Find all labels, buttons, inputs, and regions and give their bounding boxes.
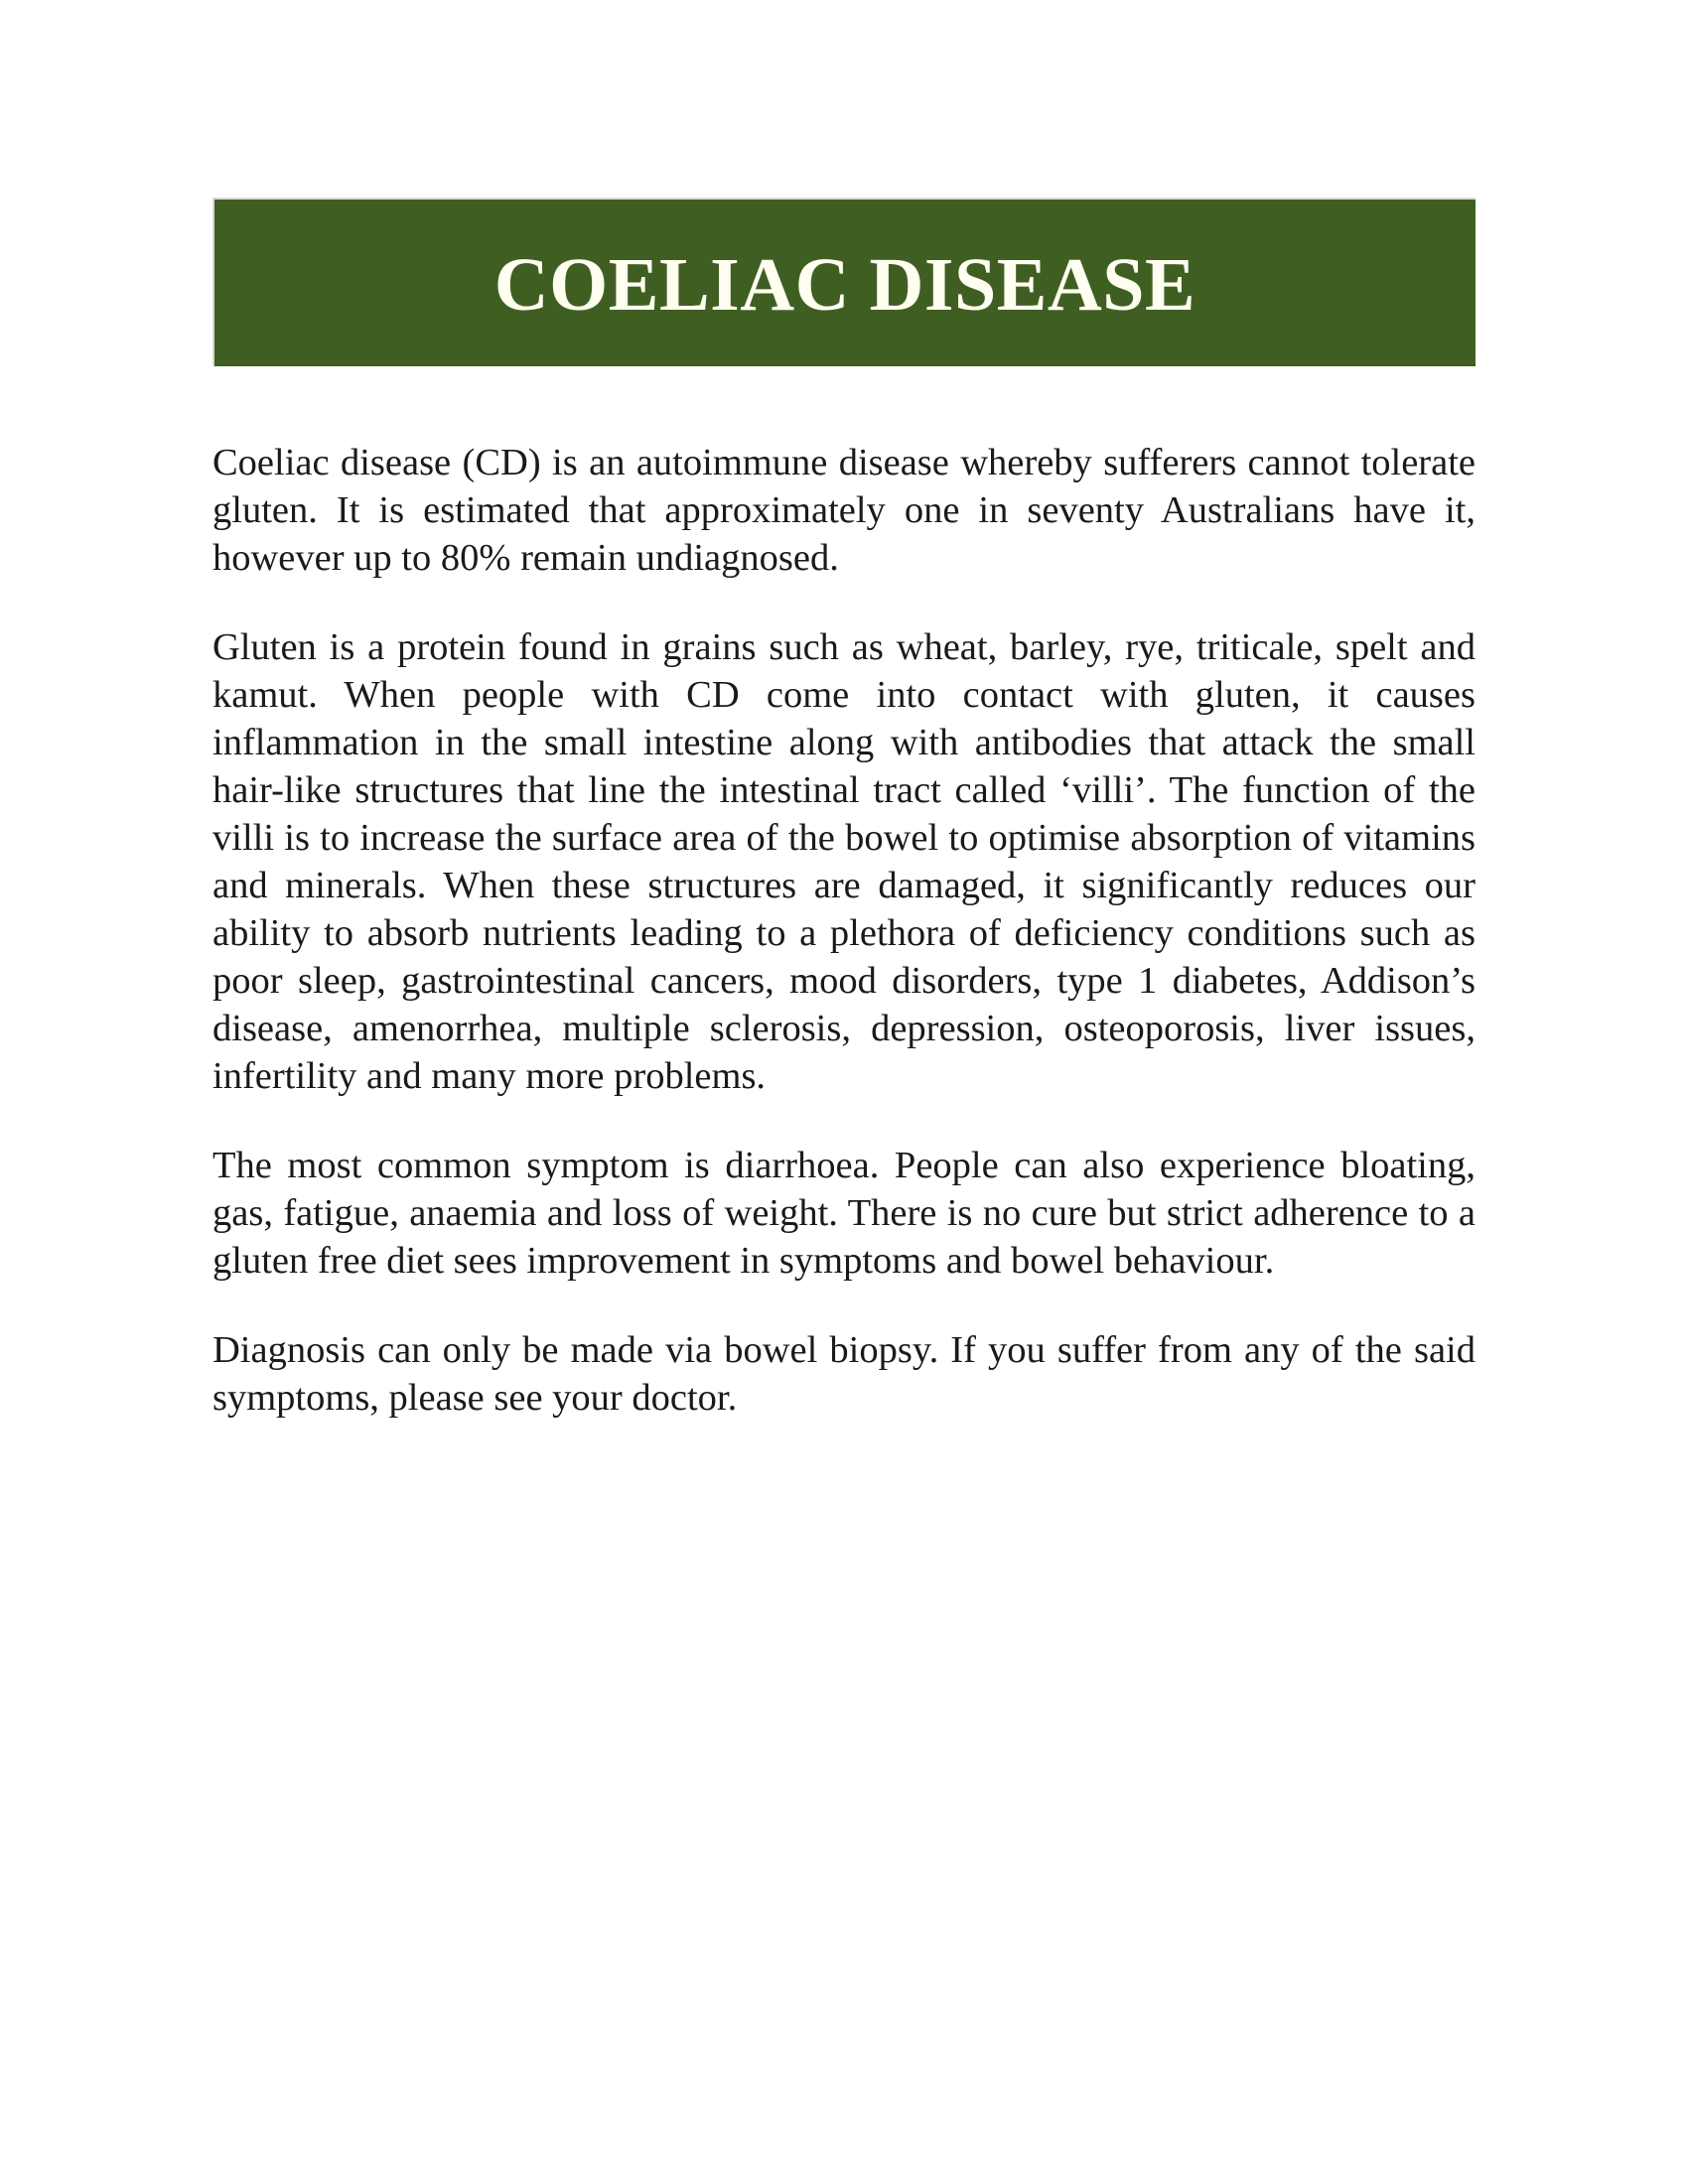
title-banner — [212, 198, 1476, 366]
paragraph-gluten: Gluten is a protein found in grains such as wheat, barley, rye, triticale, spelt and kamut. When people with CD come into contact with gluten, it causes inflammation in the small intestine along with antibodies that attack the small hair-like structures that line the intestinal tract called ‘villi’. The function of the villi is to increase the surface area of the bowel to optimise absorption of vitamins and minerals. When these structures are damaged, it significantly reduces our ability to absorb nutrients leading to a plethora of deficiency conditions such as poor sleep, gastrointestinal cancers, mood disorders, type 1 diabetes, Addison’s disease, amenorrhea, multiple sclerosis, depression, osteoporosis, liver issues, infertility and many more problems. — [212, 626, 1476, 1097]
paragraph-diagnosis: Diagnosis can only be made via bowel biopsy. If you suffer from any of the said symptoms, please see your doctor. — [212, 1329, 1476, 1419]
paragraph-symptoms: The most common symptom is diarrhoea. People can also experience bloating, gas, fatigue, anaemia and loss of weight. There is no cure but strict adherence to a gluten free diet sees improvement in symptoms and bowel behaviour. — [212, 1145, 1476, 1282]
paragraph-intro: Coeliac disease (CD) is an autoimmune disease whereby sufferers cannot tolerate gluten. It is estimated that approximately one in seventy Australians have it, however up to 80% remain undiagnosed. — [212, 442, 1476, 579]
page-title: COELIAC DISEASE — [493, 243, 1196, 327]
article-body — [212, 439, 1476, 1463]
